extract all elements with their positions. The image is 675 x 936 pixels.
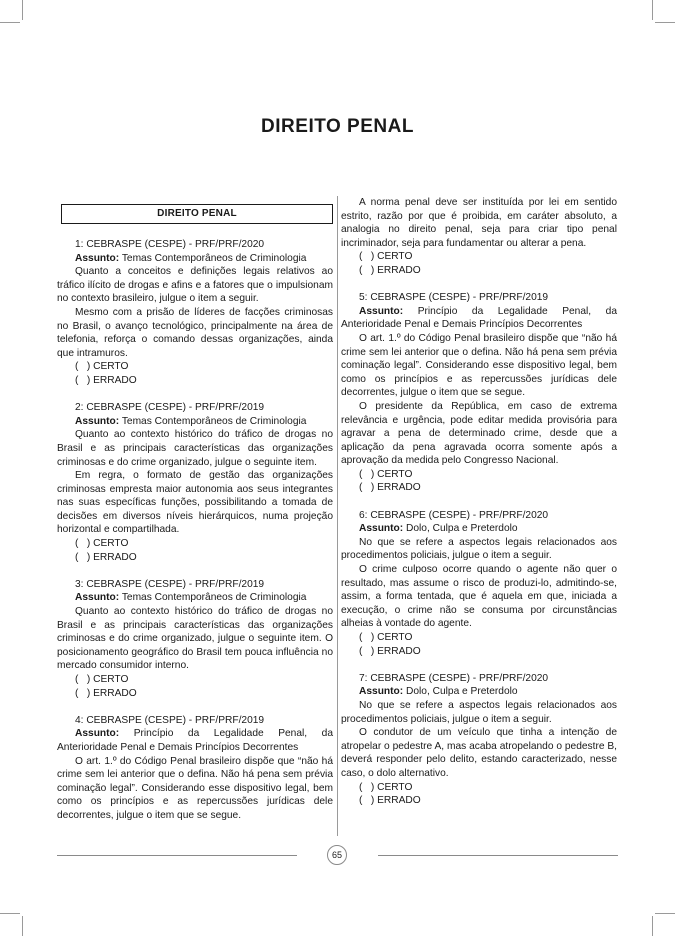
option-certo[interactable]: ( ) CERTO xyxy=(75,538,129,550)
option-certo[interactable]: ( ) CERTO xyxy=(359,468,413,480)
option-errado[interactable]: ( ) ERRADO xyxy=(75,687,137,699)
right-column xyxy=(341,196,617,821)
question-block xyxy=(341,672,617,808)
option-errado[interactable]: ( ) ERRADO xyxy=(359,645,421,657)
question-block xyxy=(57,238,333,388)
subject-text: Dolo, Culpa e Preterdolo xyxy=(406,523,518,535)
question-paragraph: A norma penal deve ser instituída por lei em sentido estrito, razão por que é proibida, em caráter absoluto, a analogia no direito penal, seja para criar tipo penal incriminador, seja para fundamentar ou alterar a pena. xyxy=(341,197,617,249)
option-certo[interactable]: ( ) CERTO xyxy=(359,251,413,263)
question-heading: 2: CEBRASPE (CESPE) - PRF/PRF/2019 xyxy=(75,402,265,414)
question-paragraph: O art. 1.º do Código Penal brasileiro dispõe que “não há crime sem lei anterior que o defina. Não há pena sem prévia cominação legal”. Considerando esse dispositivo legal, bem como os princípios e as repercussões jurídicas dele decorrentes, julgue o item que se segue. xyxy=(341,332,617,399)
question-heading: 3: CEBRASPE (CESPE) - PRF/PRF/2019 xyxy=(75,578,265,590)
subject-text: Princípio da Legalidade Penal, da Anterioridade Penal e Demais Princípios Decorrentes xyxy=(341,305,617,331)
question-subject xyxy=(341,305,617,332)
question-paragraph: Quanto ao contexto histórico do tráfico de drogas no Brasil e as principais características das organizações criminosas e do crime organizado, julgue o seguinte item. O posicionamento geográfico do Brasil tem pouca influência no mercado consumidor interno. xyxy=(57,606,333,672)
question-paragraph: Quanto ao contexto histórico do tráfico de drogas no Brasil e as principais características das organizações criminosas e do crime organizado, julgue o seguinte item. xyxy=(57,429,333,468)
crop-mark-top-right xyxy=(652,0,653,20)
crop-mark-top-left-h xyxy=(0,22,20,23)
question-subject xyxy=(341,522,617,536)
crop-mark-bottom-right-h xyxy=(655,913,675,914)
page-number: 65 xyxy=(327,845,347,865)
question-heading: 4: CEBRASPE (CESPE) - PRF/PRF/2019 xyxy=(75,714,265,726)
subject-label: Assunto: xyxy=(75,415,120,427)
question-paragraph: Em regra, o formato de gestão das organizações criminosas empresta maior autonomia aos seus integrantes nas suas específicas funções, possibilitando a tomada de decisões em diversos níveis hierárquicos, numa projeção horizontal e compartilhada. xyxy=(57,470,333,536)
option-certo[interactable]: ( ) CERTO xyxy=(75,361,129,373)
question-subject xyxy=(57,591,333,605)
footer-rule-right xyxy=(378,855,618,856)
question-paragraph: O presidente da República, em caso de extrema relevância e urgência, pode editar medida provisória para agravar a pena de determinado crime, desde que a aplicação da pena agravada ocorra somente após a aprovação da medida pelo Congresso Nacional. xyxy=(341,400,617,467)
question-paragraph: No que se refere a aspectos legais relacionados aos procedimentos policiais, julgue o item a seguir. xyxy=(341,699,617,725)
option-certo[interactable]: ( ) CERTO xyxy=(75,674,129,685)
question-subject xyxy=(57,252,333,266)
question-heading: 6: CEBRASPE (CESPE) - PRF/PRF/2020 xyxy=(359,509,549,521)
question-block xyxy=(57,401,333,564)
subject-label: Assunto: xyxy=(359,305,404,317)
question-block xyxy=(341,196,617,278)
option-errado[interactable]: ( ) ERRADO xyxy=(359,264,421,276)
question-heading: 1: CEBRASPE (CESPE) - PRF/PRF/2020 xyxy=(75,239,265,250)
question-paragraph: O art. 1.º do Código Penal brasileiro dispõe que “não há crime sem lei anterior que o defina. Não há pena sem prévia cominação legal”. Considerando esse dispositivo legal, bem como os princípios e as repercussões jurídicas dele decorrentes, julgue o item que se segue. xyxy=(57,755,333,821)
left-question-list xyxy=(57,238,333,823)
option-errado[interactable]: ( ) ERRADO xyxy=(75,551,137,563)
option-certo[interactable]: ( ) CERTO xyxy=(359,632,413,643)
subject-text: Temas Contemporâneos de Criminologia xyxy=(121,252,307,264)
crop-mark-bottom-left xyxy=(22,916,23,936)
subject-label: Assunto: xyxy=(359,686,404,698)
question-subject xyxy=(341,685,617,699)
option-certo[interactable]: ( ) CERTO xyxy=(359,781,413,793)
option-errado[interactable]: ( ) ERRADO xyxy=(359,482,421,494)
subject-text: Princípio da Legalidade Penal, da Anterioridade Penal e Demais Princípios Decorrentes xyxy=(57,728,333,753)
question-heading: 5: CEBRASPE (CESPE) - PRF/PRF/2019 xyxy=(359,292,549,304)
page-title: DIREITO PENAL xyxy=(261,116,414,137)
subject-text: Temas Contemporâneos de Criminologia xyxy=(121,592,307,604)
subject-text: Dolo, Culpa e Preterdolo xyxy=(406,686,518,698)
question-paragraph: Mesmo com a prisão de líderes de facções criminosas no Brasil, o avanço tecnológico, principalmente na área de telefonia, reforça o comando dessas organizações, ainda que intramuros. xyxy=(57,306,333,359)
subject-text: Temas Contemporâneos de Criminologia xyxy=(121,415,307,427)
footer-rule-left xyxy=(57,855,297,856)
question-paragraph: Quanto a conceitos e definições legais relativos ao tráfico ilícito de drogas e afins e a fatores que o impulsionam no contexto brasileiro, julgue o item a seguir. xyxy=(57,266,333,305)
question-block xyxy=(341,509,617,659)
question-block xyxy=(341,291,617,495)
left-column xyxy=(57,196,333,836)
question-paragraph: O crime culposo ocorre quando o agente não quer o resultado, mas assume o risco de produzi-lo, admitindo-se, assim, a forma tentada, que é aquela em que, iniciada a execução, o crime não se consuma por circunstâncias alheias à vontade do agente. xyxy=(341,564,617,630)
crop-mark-bottom-right xyxy=(652,916,653,936)
question-subject xyxy=(57,415,333,429)
right-question-list xyxy=(341,196,617,808)
question-paragraph: No que se refere a aspectos legais relacionados aos procedimentos policiais, julgue o item a seguir. xyxy=(341,536,617,562)
section-header-box: DIREITO PENAL xyxy=(61,204,333,224)
question-paragraph: O condutor de um veículo que tinha a intenção de atropelar o pedestre A, mas acaba atropelando o pedestre B, deverá responder pelo delito, estando caracterizado, nesse caso, o dolo alternativo. xyxy=(341,727,617,779)
column-divider xyxy=(337,196,338,836)
question-subject xyxy=(57,727,333,754)
option-errado[interactable]: ( ) ERRADO xyxy=(75,374,137,386)
subject-label: Assunto: xyxy=(75,592,120,604)
crop-mark-top-right-h xyxy=(655,22,675,23)
option-errado[interactable]: ( ) ERRADO xyxy=(359,795,421,807)
question-block xyxy=(57,578,333,700)
subject-label: Assunto: xyxy=(75,728,120,740)
crop-mark-bottom-left-h xyxy=(0,913,20,914)
question-block xyxy=(57,714,333,823)
subject-label: Assunto: xyxy=(75,252,120,264)
crop-mark-top-left xyxy=(22,0,23,20)
question-heading: 7: CEBRASPE (CESPE) - PRF/PRF/2020 xyxy=(359,672,549,684)
subject-label: Assunto: xyxy=(359,523,404,535)
